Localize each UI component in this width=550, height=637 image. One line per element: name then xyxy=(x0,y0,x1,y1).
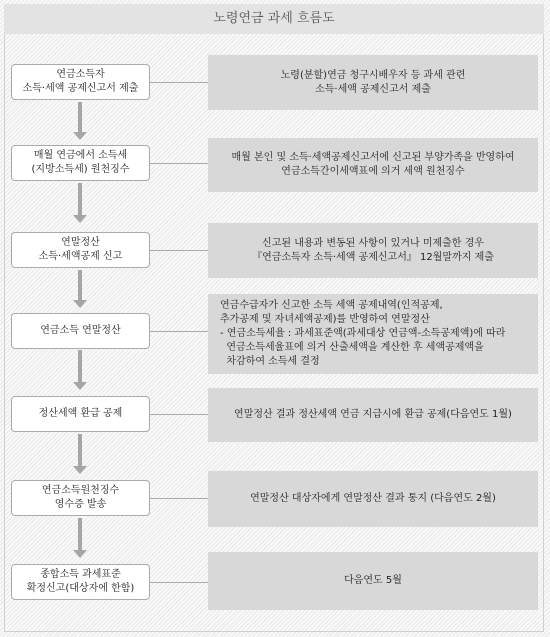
step-6-desc-line-1: 연말정산 대상자에게 연말정산 결과 통지 (다음연도 2월) xyxy=(250,493,496,504)
step-1-connector xyxy=(150,82,208,83)
step-5-connector xyxy=(150,414,208,415)
step-4-desc-line-5: 차감하여 소득세 결정 xyxy=(220,356,320,367)
step-7-desc-line-1: 다음연도 5월 xyxy=(344,575,402,586)
step-1-desc-line-2: 소득·세액 공제신고서 제출 xyxy=(315,83,431,95)
step-5-description xyxy=(208,388,538,442)
step-1-label-line-2: 소득·세액 공제신고서 제출 xyxy=(22,83,139,94)
step-3-label-line-2: 소득·세액공제 신고 xyxy=(38,251,123,262)
step-7-label-line-2: 확정신고(대상자에 한함) xyxy=(26,583,135,594)
step-2-description xyxy=(208,138,538,192)
step-2-label-line-2: (지방소득세) 원천징수 xyxy=(31,164,130,175)
diagram-title: 노령연금 과세 흐름도 xyxy=(4,4,544,34)
step-3-desc-line-2: 『연금소득자 소득·세액 공제신고서』 12월말까지 제출 xyxy=(252,251,494,263)
step-4-connector xyxy=(150,331,208,332)
step-6-description xyxy=(208,471,538,527)
step-7-box xyxy=(11,564,150,600)
step-5-box xyxy=(11,396,150,432)
step-1-description xyxy=(208,55,538,110)
step-1-desc-line-1: 노령(분할)연금 청구시배우자 등 과세 관련 xyxy=(280,69,466,81)
step-7-connector xyxy=(150,582,208,583)
step-4-desc-line-4: 연금소득세율표에 의거 산출세액을 계산한 후 세액공제액을 xyxy=(220,342,484,353)
step-3-connector xyxy=(150,250,208,251)
flow-arrow-2 xyxy=(73,183,87,223)
step-6-connector xyxy=(150,498,208,499)
step-5-desc-line-1: 연말정산 결과 정산세액 연금 지급시에 환급 공제(다음연도 1월) xyxy=(234,409,512,420)
step-7-label-line-1: 종합소득 과세표준 xyxy=(40,569,121,580)
step-4-box xyxy=(11,313,150,349)
step-6-label-line-2: 영수증 발송 xyxy=(54,499,107,510)
step-4-description xyxy=(208,294,538,374)
step-2-label-line-1: 매월 연금에서 소득세 xyxy=(33,150,128,161)
flow-arrow-3 xyxy=(73,270,87,308)
step-3-box xyxy=(11,232,150,268)
step-5-label-line-1: 정산세액 환급 공제 xyxy=(38,408,123,419)
step-2-desc-line-1: 매월 본인 및 소득·세액공제신고서에 신고된 부양가족을 반영하여 xyxy=(231,152,515,163)
step-3-desc-line-1: 신고된 내용과 변동된 사항이 있거나 미제출한 경우 xyxy=(262,237,484,249)
step-4-desc-line-3: - 연금소득세율 : 과세표준액(과세대상 연금액-소득공제액)에 따라 xyxy=(220,328,506,339)
step-4-desc-line-2: 추가공제 및 자녀세액공제)를 반영하여 연말정산 xyxy=(220,314,430,325)
step-6-label-line-1: 연금소득원천징수 xyxy=(41,485,120,496)
step-3-label-line-1: 연말정산 xyxy=(61,237,100,248)
step-2-box xyxy=(11,145,150,181)
step-7-description xyxy=(208,552,538,610)
step-4-label-line-1: 연금소득 연말정산 xyxy=(40,325,121,336)
step-1-label-line-1: 연금소득자 xyxy=(56,69,105,80)
step-2-desc-line-2: 연금소득간이세액표에 의거 세액 원천징수 xyxy=(281,166,465,177)
step-2-connector xyxy=(150,163,208,164)
step-1-box xyxy=(11,64,150,100)
flow-arrow-1 xyxy=(73,102,87,140)
flow-arrow-4 xyxy=(73,350,87,390)
step-6-box xyxy=(11,480,150,516)
step-4-desc-line-1: 연금수급자가 신고한 소득 세액 공제내역(인적공제, xyxy=(220,300,443,311)
flow-arrow-5 xyxy=(73,434,87,474)
step-3-description xyxy=(208,223,538,278)
flow-arrow-6 xyxy=(73,518,87,558)
